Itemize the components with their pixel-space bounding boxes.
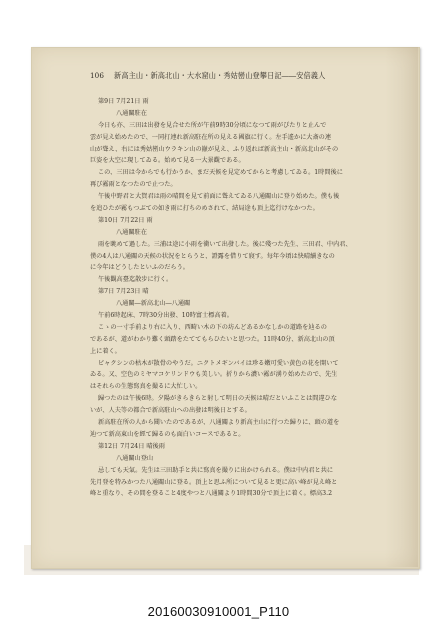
text-line: に今年はどうしたといふのだらう。 [90,264,189,272]
text-line: 第10日 7月22日 雨 [98,216,153,224]
running-header-title: 新高主山・新高北山・大水窟山・秀姑巒山登攀日記――安倍義人 [114,71,326,80]
text-line: 歸つたのは午後6時。夕陽がきらきらと射して明日の天候は晴だといふことは間違ひな [98,395,338,403]
text-line: 雨を眺めて過した。三浦は途に小雨を衝いて出發した。後に殘つた先生、三田君、中内君、 [98,240,352,248]
text-line: 僕の4人は八通關の天候の状況をとらうと、證露を借りて寢す。每年今頃は快晴續きなの [90,252,335,260]
text-line: 辿つて新高東山を經て歸るのも面白いコースであると。 [90,430,245,438]
text-line: 第9日 7月21日 雨 [98,98,149,105]
text-line: 峰と重なり、その間を登ること4度やつと八通關より1時間30分で頂上に着く。標高3.2 [90,490,333,498]
page-edge-shading [385,47,418,567]
text-line: であるが、道がわかり難く頭踏をたててもらひたいと思つた。11時40分、新高北山の頂 [90,335,335,343]
text-line: 八通關―新高北山―八通關 [116,300,191,308]
text-line: 今日も亦、三田は出發を見合せた所が午前9時30分頃になつて雨がぴたりと止んで [98,121,327,129]
text-line: 第12日 7月24日 晴後雨 [98,442,165,450]
text-line: 山が聳え、右には秀姑巒山ウラキン山の巓が見え、ふり返れば新高主山・新高北山がその [90,145,339,153]
text-line: ビャクシンの枯木が散骨のやうだ。ニクトメギンバイは珍る嫩可愛い黄色の花を開いて [98,359,339,367]
text-line: この、三田は今からでも行かうか、まだ天候を見定めてからと考慮してゐる。1時間後に [98,169,343,177]
text-line: 午前6時起床、7時30分出發、10時富士標高着。 [98,312,233,320]
page-body-text [90,96,380,500]
text-line: いが、人夫等の都合で新高駐山への出發は明後日とする。 [90,407,251,415]
running-header [90,71,390,81]
text-line: 午後觀高臺迄散步に行く。 [98,276,173,284]
text-line: 忌しても天氣。先生は三田助手と共に寫真を撮りに出かけられる。僕は中内君と共に [98,466,334,474]
text-line: 午後中野君と大賀君は雨の晴間を見て前面に聳えてゐる八通關山に登り始めた。僕も後 [98,193,340,201]
text-line: 八通關駐在 [116,228,147,236]
text-line: 八通關駐在 [116,109,147,117]
image-caption: 20160030910001_P110 [147,604,290,619]
text-line: 再び霧雨となつたので止つた。 [90,181,177,189]
text-line: ゐる。又、空色のミヤマコケリンドウも美しい。折りから濃い霧が湧り始めたので、先生 [90,371,338,379]
text-line: 上に着く。 [90,347,121,355]
text-line: はそれらの生態寫真を撮るに大忙しい。 [90,383,202,391]
text-line: こゝの一寸手前より右に入り、西畸い木の下の坊んどあるかなしかの道路を辿るの [98,323,327,331]
text-line: 巨姿を大空に現してゐる。始めて見る一大景觀である。 [90,157,245,165]
text-line: 雲が見え始めたので、一同打連れ新高駐在所の見える國旗に行く。左手遙かに大斎の連 [90,133,332,141]
text-line: 第7日 7月23日 晴 [98,288,149,296]
page-number: 106 [90,71,105,80]
text-line: を追ひたが霧もつぶての如き雨に打ちのめされて、結局途も頂上迄行けなかつた。 [90,205,319,213]
text-line: 八通關山登山 [116,454,154,462]
text-line: 新高駐在所の人から聞いたのであるが、八通關より新高主山に行つた歸りに、頭の道を [98,419,340,427]
text-line: 先月登を特みかつた八通關山に登る。頂上と思ふ所について見ると更に高い峰が見え峰と [90,478,338,486]
